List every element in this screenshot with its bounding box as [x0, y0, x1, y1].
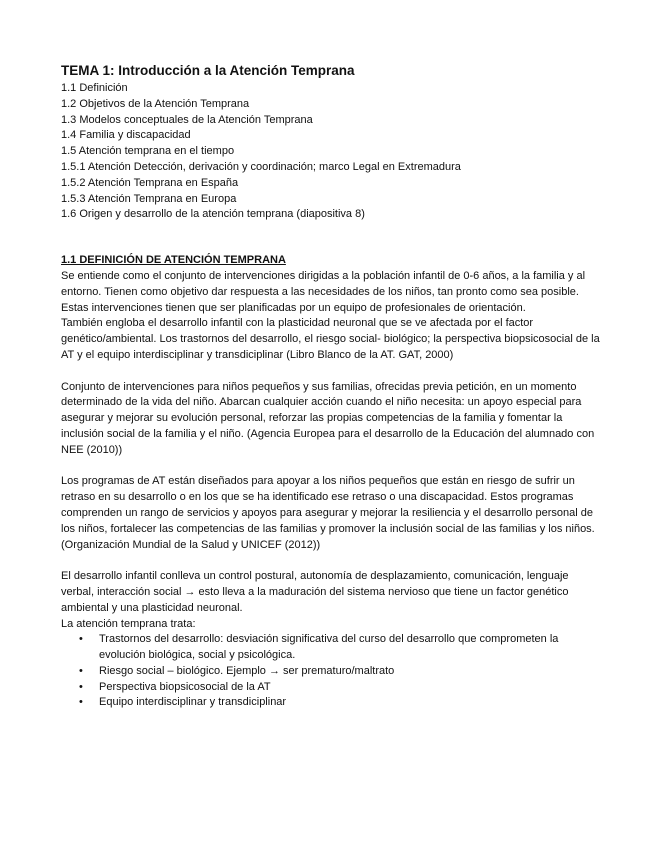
- paragraph-gap: [61, 553, 601, 569]
- paragraph-desarrollo-infantil: El desarrollo infantil conlleva un control postural, autonomía de desplazamiento, comunicación, lenguaje verbal, interacción social → esto lleva a la maduración del sistema nervioso que tiene un factor genético ambiental y una plasticidad neuronal.: [61, 570, 569, 614]
- toc-item: 1.1 Definición: [61, 82, 128, 94]
- toc-item: 1.2 Objetivos de la Atención Temprana: [61, 97, 250, 110]
- toc-item: 1.5.3 Atención Temprana en Europa: [61, 192, 237, 205]
- section-heading: 1.1 DEFINICIÓN DE ATENCIÓN TEMPRANA: [61, 254, 286, 267]
- list-item: • Riesgo social – biológico. Ejemplo → ser prematuro/maltrato: [99, 664, 601, 680]
- bullet-list: [61, 632, 601, 711]
- list-item: • Trastornos del desarrollo: desviación significativa del curso del desarrollo que comprometen la evolución biológica, social y psicológica.: [99, 632, 601, 664]
- toc-item: 1.4 Familia y discapacidad: [61, 129, 191, 142]
- paragraph-definition: Se entiende como el conjunto de intervenciones dirigidas a la población infantil de 0-6 años, a la familia y al entorno. Tienen como objetivo dar respuesta a las necesidades de los niños, tan pronto como sea posible. Estas intervenciones tienen que ser planificadas por un equipo de profesionales de orientación.: [61, 269, 586, 314]
- toc-item: 1.5 Atención temprana en el tiempo: [61, 145, 235, 158]
- paragraph-gap: [61, 459, 601, 475]
- paragraph-gap: [61, 364, 601, 380]
- list-item: • Equipo interdisciplinar y transdiciplinar: [99, 695, 601, 711]
- document-page: [61, 62, 601, 711]
- toc-item: 1.3 Modelos conceptuales de la Atención Temprana: [61, 113, 313, 126]
- paragraph-oms-unicef: Los programas de AT están diseñados para apoyar a los niños pequeños que están en riesgo de sufrir un retraso en su desarrollo o en los que se ha identificado ese retraso o una discapacidad. Estos programas comprenden un rango de servicios y apoyos para asegurar y mejorar la resiliencia y el desarrollo personal de los niños, fortalecer las competencias de las familias y promover la inclusión social de las familias y los niños. (Organización Mundial de la Salud y UNICEF (2012)): [61, 475, 595, 551]
- toc-item: 1.5.2 Atención Temprana en España: [61, 176, 239, 189]
- list-item: • Perspectiva biopsicosocial de la AT: [99, 680, 601, 696]
- paragraph-agencia-europea: Conjunto de intervenciones para niños pequeños y sus familias, ofrecidas previa petición, en un momento determinado de la vida del niño. Abarcan cualquier acción cuando el niño necesita: un apoyo especial para asegurar y mejorar su evolución personal, reforzar las propias competencias de la familia y fomentar la inclusión social de la familia y el niño. (Agencia Europea para el desarrollo de la Educación del alumnado con NEE (2010)): [61, 380, 595, 456]
- toc-item: 1.5.1 Atención Detección, derivación y coordinación; marco Legal en Extremadura: [61, 160, 461, 173]
- table-of-contents: [61, 81, 601, 223]
- document-title: TEMA 1: Introducción a la Atención Temprana: [61, 63, 355, 78]
- paragraph-libro-blanco: También engloba el desarrollo infantil con la plasticidad neuronal que se ve afectada por el factor genético/ambiental. Los trastornos del desarrollo, el riesgo social- biológico; la perspectiva biopsicosocial de la AT y el equipo interdisciplinar y transdiciplinar (Libro Blanco de la AT. GAT, 2000): [61, 317, 600, 361]
- paragraph-list-intro: La atención temprana trata:: [61, 617, 196, 630]
- toc-item: 1.6 Origen y desarrollo de la atención temprana (diapositiva 8): [61, 208, 365, 221]
